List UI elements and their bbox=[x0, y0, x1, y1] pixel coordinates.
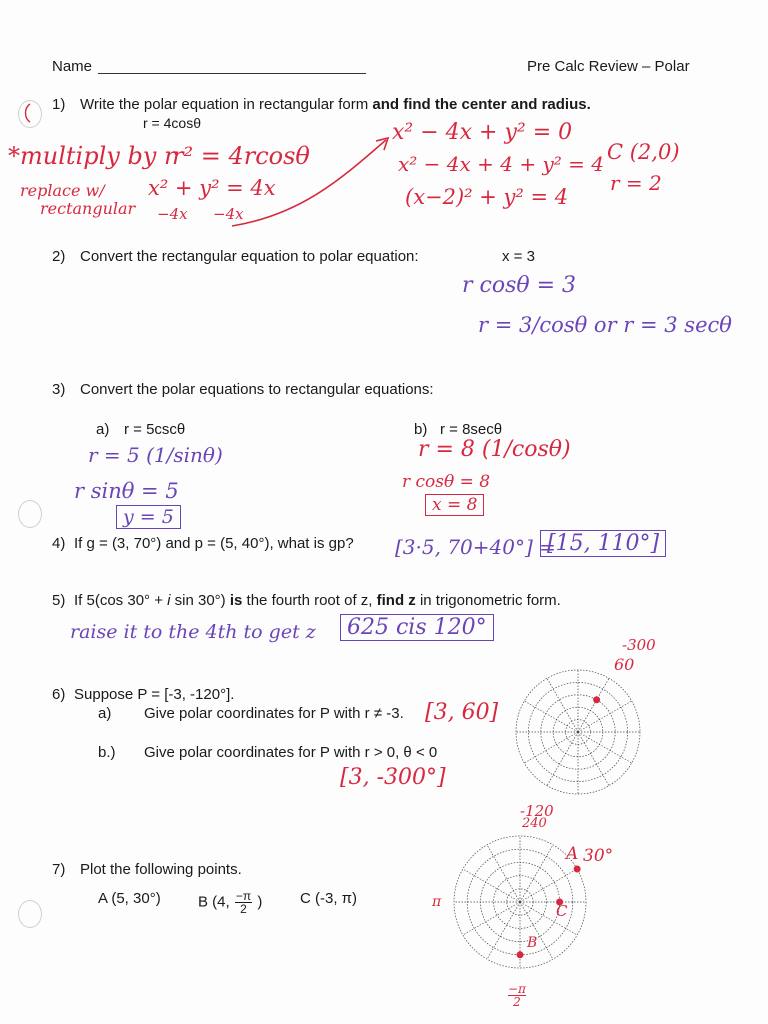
q7-graph-label-neg-pi-den: 2 bbox=[513, 995, 521, 1009]
q5-text-d: in trigonometric form. bbox=[419, 592, 561, 609]
q5-text bbox=[74, 592, 561, 609]
grid-spoke bbox=[487, 845, 520, 902]
q1-hw-step2-eq: x² + y² = 4x bbox=[148, 176, 276, 200]
grid-spoke bbox=[578, 701, 632, 732]
q3-text: Convert the polar equations to rectangular equations: bbox=[80, 381, 434, 398]
q6-graph-label-60: 60 bbox=[614, 655, 635, 674]
q6-number: 6) bbox=[52, 686, 66, 703]
grid-spoke bbox=[520, 902, 577, 935]
q4-hw-answer: [15, 110°] bbox=[540, 530, 666, 557]
q3-number: 3) bbox=[52, 381, 66, 398]
page-title: Pre Calc Review – Polar bbox=[527, 58, 690, 75]
q1-hw-line2: x² − 4x + 4 + y² = 4 bbox=[398, 152, 604, 176]
q3-hw-a1: r = 5 (1/sinθ) bbox=[88, 443, 223, 467]
q6-graph-label-neg120: -120 bbox=[520, 802, 554, 820]
q7-number: 7) bbox=[52, 861, 66, 878]
q4-number: 4) bbox=[52, 535, 66, 552]
q7-point-b bbox=[198, 890, 262, 915]
q1-equation: r = 4cosθ bbox=[143, 115, 201, 131]
q6-graph-label-neg300: -300 bbox=[622, 636, 656, 654]
q3-b-label: b) bbox=[414, 421, 428, 438]
q5-text-i: i bbox=[167, 592, 171, 609]
q5-hw-note: raise it to the 4th to get z bbox=[70, 621, 316, 643]
grid-spoke bbox=[578, 732, 632, 763]
q4-hw-work: [3·5, 70+40°] = bbox=[395, 535, 556, 559]
q1-hw-step1-note: *multiply by r bbox=[8, 142, 176, 170]
q6-b-text: Give polar coordinates for P with r > 0, θ < 0 bbox=[144, 744, 438, 761]
q2-hw-line2: r = 3/cosθ or r = 3 secθ bbox=[478, 313, 732, 337]
q5-number: 5) bbox=[52, 592, 66, 609]
q1-hw-radius: r = 2 bbox=[610, 171, 662, 195]
q7-graph-label-c: C bbox=[556, 902, 568, 920]
q6-a-label: a) bbox=[98, 705, 112, 722]
grid-spoke bbox=[524, 701, 578, 732]
q3-a-equation: r = 5cscθ bbox=[124, 421, 186, 438]
point-b bbox=[517, 951, 524, 958]
q5-hw-answer: 625 cis 120° bbox=[340, 614, 494, 641]
q1-hw-step2-sub-a: −4x bbox=[157, 205, 188, 223]
grid-spoke bbox=[547, 678, 578, 732]
q5-text-a: If 5(cos 30° + bbox=[74, 592, 163, 609]
q1-hw-step2-note-b: rectangular bbox=[40, 199, 136, 218]
q5-text-bold1: is bbox=[229, 592, 243, 609]
q6-text: Suppose P = [-3, -120°]. bbox=[74, 686, 235, 703]
q3-hw-b1: r = 8 (1/cosθ) bbox=[418, 437, 571, 462]
grid-spoke bbox=[524, 732, 578, 763]
q7-graph-label-a: A bbox=[566, 844, 579, 864]
q1-hw-step2-note-a: replace w/ bbox=[20, 181, 105, 200]
q6-graph-label-240: 240 bbox=[522, 816, 547, 831]
q3-b-equation: r = 8secθ bbox=[440, 421, 503, 438]
q7-point-b-num: −π bbox=[235, 889, 252, 903]
q3-hw-a3: y = 5 bbox=[116, 505, 181, 529]
q7-graph-label-b: B bbox=[527, 935, 538, 951]
binder-hole-middle bbox=[18, 500, 42, 528]
grid-spoke bbox=[578, 678, 609, 732]
grid-spoke bbox=[547, 732, 578, 786]
q6-polar-grid bbox=[514, 668, 642, 796]
q1-number: 1) bbox=[52, 96, 66, 113]
q1-arrow bbox=[0, 0, 768, 260]
q1-hw-step2-sub-b: −4x bbox=[213, 205, 244, 223]
q3-hw-b2: r cosθ = 8 bbox=[402, 472, 491, 492]
q5-text-b: sin 30°) bbox=[174, 592, 226, 609]
q7-graph-label-neg-pi-num: −π bbox=[508, 982, 526, 996]
q3-a-label: a) bbox=[96, 421, 110, 438]
q1-hw-line3: (x−2)² + y² = 4 bbox=[405, 185, 569, 209]
grid-spoke bbox=[487, 902, 520, 959]
q7-text: Plot the following points. bbox=[80, 861, 242, 878]
q4-text-a: If g = (3, 70°) and p = (5, 40°), bbox=[74, 535, 274, 552]
q7-graph-label-neg-pi-half bbox=[508, 983, 526, 1008]
grid-spoke bbox=[520, 845, 553, 902]
q7-point-a: A (5, 30°) bbox=[98, 890, 161, 907]
q6-b-answer: [3, -300°] bbox=[340, 765, 446, 790]
q7-point-b-suffix: ) bbox=[257, 893, 263, 911]
q1-hw-line1: x² − 4x + y² = 0 bbox=[392, 120, 573, 145]
point-p bbox=[593, 696, 600, 703]
q1-hw-step1-eq: r² = 4rcosθ bbox=[172, 142, 310, 170]
grid-spoke bbox=[463, 902, 520, 935]
q7-point-c: C (-3, π) bbox=[300, 890, 358, 907]
grid-spoke bbox=[578, 732, 609, 786]
q2-number: 2) bbox=[52, 248, 66, 265]
q5-text-bold2: find z bbox=[376, 592, 416, 609]
q7-graph-label-pi: π bbox=[432, 894, 442, 910]
q4-text bbox=[74, 535, 354, 552]
q5-text-c: the fourth root of z, bbox=[246, 592, 373, 609]
q1-text-plain: Write the polar equation in rectangular form bbox=[80, 96, 369, 113]
q4-text-b: what is gp? bbox=[277, 535, 354, 552]
q3-hw-a2: r sinθ = 5 bbox=[74, 479, 179, 503]
q1-hw-center: C (2,0) bbox=[607, 140, 680, 164]
q7-point-b-den: 2 bbox=[240, 902, 247, 916]
q2-text: Convert the rectangular equation to polar equation: bbox=[80, 248, 419, 265]
grid-spoke bbox=[520, 869, 577, 902]
q6-b-label: b.) bbox=[98, 744, 116, 761]
name-label: Name bbox=[52, 58, 93, 75]
q6-a-answer: [3, 60] bbox=[425, 700, 499, 725]
point-a bbox=[574, 866, 581, 873]
q7-point-b-prefix: B (4, bbox=[198, 893, 230, 911]
q6-a-text: Give polar coordinates for P with r ≠ -3. bbox=[144, 705, 404, 722]
q3-hw-b3: x = 8 bbox=[425, 494, 484, 516]
q7-graph-label-30: 30° bbox=[583, 846, 614, 866]
grid-spoke bbox=[463, 869, 520, 902]
q7-point-b-fraction bbox=[235, 890, 252, 915]
q2-hw-line1: r cosθ = 3 bbox=[462, 273, 577, 298]
q1-text-bold: and find the center and radius. bbox=[372, 96, 591, 113]
q2-equation: x = 3 bbox=[502, 248, 535, 265]
binder-hole-bottom bbox=[18, 900, 42, 928]
